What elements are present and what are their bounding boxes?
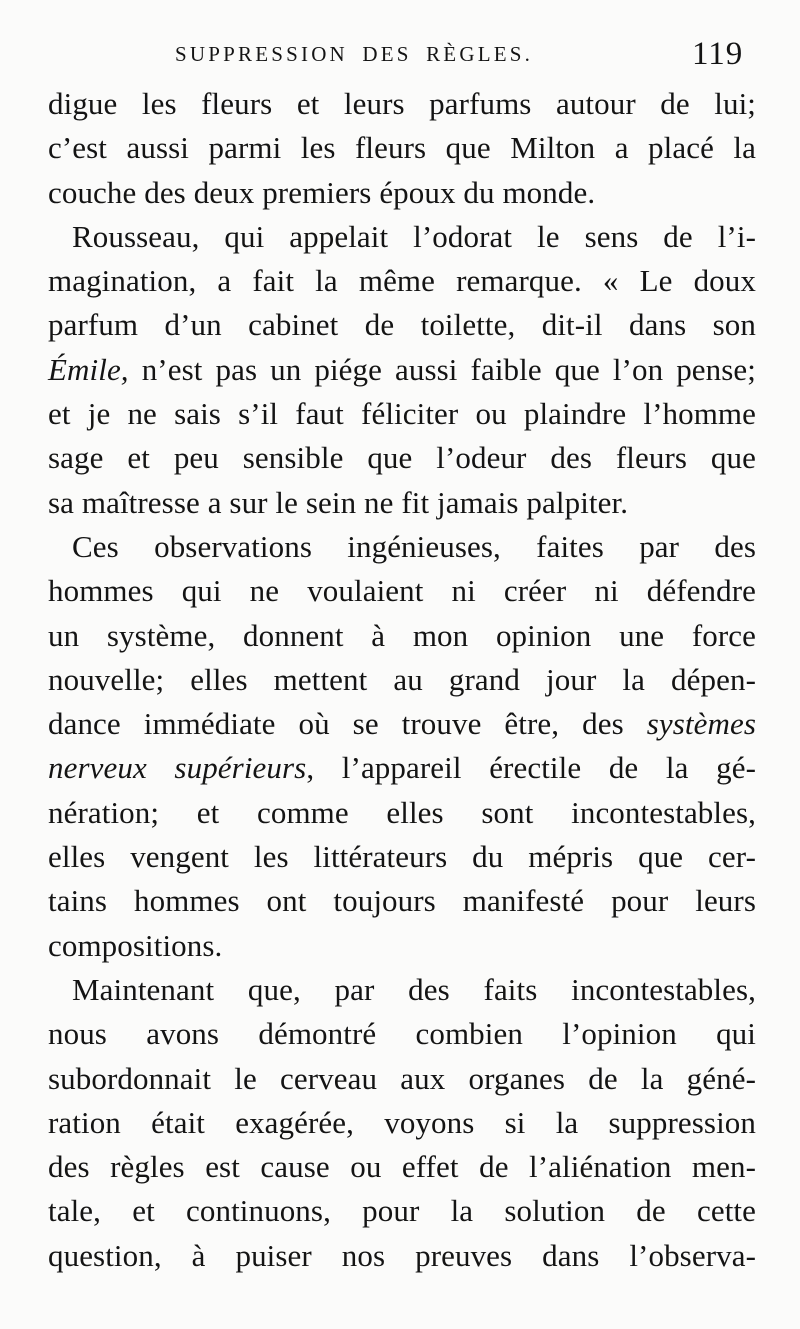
text-line: nération; et comme elles sont incontestables, <box>48 794 756 830</box>
running-head: SUPPRESSION DES RÈGLES. <box>175 42 534 66</box>
text-line: tale, et continuons, pour la solution de cette <box>48 1193 756 1229</box>
text-line: tains hommes ont toujours manifesté pour leurs <box>48 883 756 919</box>
text-line: question, à puiser nos preuves dans l’observa- <box>48 1237 756 1273</box>
text-line: dance immédiate où se trouve être, des systèmes <box>48 706 756 742</box>
text-line: Émile, n’est pas un piége aussi faible que l’on pense; <box>48 351 756 387</box>
page-header <box>0 38 800 78</box>
text-line: sage et peu sensible que l’odeur des fleurs que <box>48 440 756 476</box>
text-line: Maintenant que, par des faits incontestables, <box>72 971 756 1007</box>
text-line: elles vengent les littérateurs du mépris que cer- <box>48 839 756 875</box>
text-line: nous avons démontré combien l’opinion qui <box>48 1016 756 1052</box>
text-line: ration était exagérée, voyons si la suppression <box>48 1104 756 1140</box>
text-line: un système, donnent à mon opinion une force <box>48 617 756 653</box>
text-line: nouvelle; elles mettent au grand jour la dépen- <box>48 661 756 697</box>
text-line: c’est aussi parmi les fleurs que Milton a placé la <box>48 130 756 166</box>
text-line: Rousseau, qui appelait l’odorat le sens de l’i- <box>72 218 756 254</box>
text-line: des règles est cause ou effet de l’aliénation men- <box>48 1149 756 1185</box>
text-line: et je ne sais s’il faut féliciter ou plaindre l’homme <box>48 396 756 432</box>
text-line: sa maîtresse a sur le sein ne fit jamais palpiter. <box>48 484 629 520</box>
text-line: compositions. <box>48 927 223 963</box>
text-line: magination, a fait la même remarque. « Le doux <box>48 263 756 299</box>
text-line: subordonnait le cerveau aux organes de la géné- <box>48 1060 756 1096</box>
text-line: couche des deux premiers époux du monde. <box>48 174 596 210</box>
body-text <box>48 82 756 1278</box>
text-line: hommes qui ne voulaient ni créer ni défendre <box>48 573 756 609</box>
text-line: nerveux supérieurs, l’appareil érectile de la gé- <box>48 750 756 786</box>
text-line: Ces observations ingénieuses, faites par des <box>72 528 756 564</box>
page-number: 119 <box>692 36 744 72</box>
text-line: parfum d’un cabinet de toilette, dit-il dans son <box>48 307 756 343</box>
text-line: digue les fleurs et leurs parfums autour de lui; <box>48 86 756 121</box>
